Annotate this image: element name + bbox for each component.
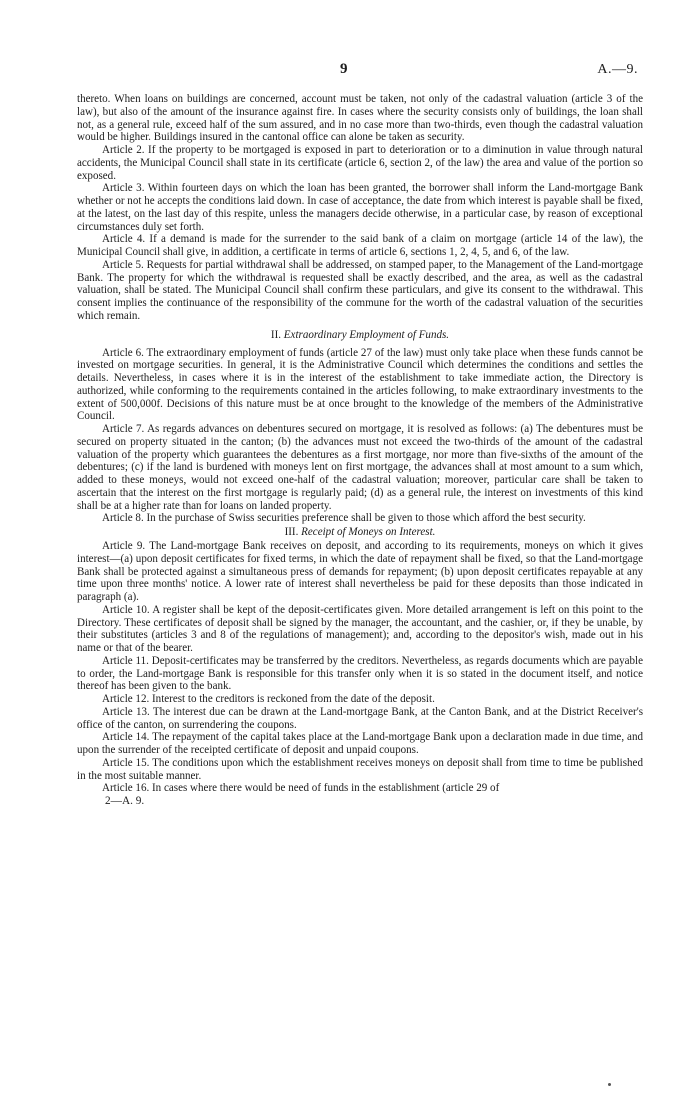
document-reference: A.—9. <box>597 62 638 77</box>
page-header <box>0 61 700 81</box>
stray-mark <box>608 1083 611 1086</box>
article-10: Article 10. A register shall be kept of the deposit-certificates given. More detailed arrangement is left on this point to the Directory. These certificates of deposit shall be signed by the manager, the accountant, and the cashier, or, if they be unable, by their substitutes (articles 3 and 8 of the regulations of management); and, according to the depositor's wish, made out in his name or that of the bearer. <box>77 603 643 654</box>
article-5: Article 5. Requests for partial withdrawal shall be addressed, on stamped paper, to the Management of the Land-mortgage Bank. The property for which the withdrawal is requested shall be exactly described, and the area, as well as the cadastral valuation, shall be stated. The Municipal Council shall confirm these particulars, and give its consent to the withdrawal. This consent implies the continuance of the responsibility of the commune for the worth of the cadastral valuation of the securities which remain. <box>77 258 643 322</box>
article-2: Article 2. If the property to be mortgaged is exposed in part to deterioration or to a diminution in value through natural accidents, the Municipal Council shall state in its certificate (article 6, section 2, of the law) the area and value of the portion so exposed. <box>77 144 643 182</box>
article-13: Article 13. The interest due can be drawn at the Land-mortgage Bank, at the Canton Bank, and at the District Receiver's office of the canton, on surrendering the coupons. <box>77 705 643 731</box>
article-3: Article 3. Within fourteen days on which the loan has been granted, the borrower shall inform the Land-mortgage Bank whether or not he accepts the conditions laid down. In case of acceptance, the date from which interest is payable shall be fixed, at the latest, on the last day of this respite, unless the managers decide otherwise, in a particular case, by reason of exceptional circumstances duly set forth. <box>77 182 643 233</box>
article-8: Article 8. In the purchase of Swiss securities preference shall be given to those which afford the best security. <box>102 512 586 525</box>
article-12: Article 12. Interest to the creditors is reckoned from the date of the deposit. <box>102 693 435 705</box>
article-4: Article 4. If a demand is made for the surrender to the said bank of a claim on mortgage (article 14 of the law), the Municipal Council shall give, in addition, a certificate in terms of article 6, sections 1, 2, 4, 5, and 6, of the law. <box>77 233 643 258</box>
section-number: II. <box>270 328 282 341</box>
article-14: Article 14. The repayment of the capital takes place at the Land-mortgage Bank upon a declaration made in due time, and upon the surrender of the receipted certificate of deposit and unpaid coupons. <box>77 731 643 756</box>
section-heading-3 <box>77 526 643 539</box>
signature-mark: 2—A. 9. <box>105 795 145 807</box>
article-6: Article 6. The extraordinary employment of funds (article 27 of the law) must only take place when these funds cannot be invested on mortgage securities. In general, it is the Administrative Council which determines the conditions and settles the details. Nevertheless, in cases where it is in the interest of the establishment to take immediate action, the Directory is authorized, while conforming to the requirements contained in the articles following, to make extraordinary investments to the extent of 500,000f. Decisions of this nature must be at once brought to the knowledge of the members of the Administrative Council. <box>77 346 643 423</box>
article-16: Article 16. In cases where there would be need of funds in the establishment (article 29 of <box>102 782 500 795</box>
article-11: Article 11. Deposit-certificates may be transferred by the creditors. Nevertheless, as regards documents which are payable to order, the Land-mortgage Bank is responsible for this transfer only when it is so stated in the document itself, and notice thereof has been given to the bank. <box>77 654 643 693</box>
section-heading-2 <box>77 329 643 342</box>
article-15: Article 15. The conditions upon which the establishment receives moneys on deposit shall from time to time be published in the most suitable manner. <box>77 756 643 782</box>
section-title: Extraordinary Employment of Funds. <box>283 328 450 341</box>
section-number: III. <box>284 526 299 538</box>
page-number: 9 <box>340 61 348 77</box>
article-9: Article 9. The Land-mortgage Bank receives on deposit, and according to its requirements, moneys on which it gives interest—(a) upon deposit certificates for fixed terms, in which the date of repayment shall be fixed, so that the Land-mortgage Bank shall be protected against a simultaneous press of demands for repayment; (b) upon deposit certificates repayable at any time upon three months' notice. A lower rate of interest shall nevertheless be paid for these deposits than those indicated in paragraph (a). <box>77 540 643 603</box>
section-title: Receipt of Moneys on Interest. <box>301 526 436 538</box>
paragraph-continuation: thereto. When loans on buildings are concerned, account must be taken, not only of the cadastral valuation (article 3 of the law), but also of the amount of the insurance against fire. In cases where the security consists only of buildings, the loan shall not, as a general rule, exceed half of the sum assured, and in no case more than two-thirds, even though the cadastral valuation would be higher. Buildings insured in the cantonal office can alone be taken as security. <box>77 93 643 144</box>
article-7: Article 7. As regards advances on debentures secured on mortgage, it is resolved as follows: (a) The debentures must be secured on property situated in the canton; (b) the advances must not exceed the two-thirds of the amount of the cadastral valuation of the property which guarantees the debentures as a first mortgage, nor more than five-sixths of the amount of the debentures; (c) if the land is burdened with moneys lent on first mortgage, the advances shall at most amount to a sum which, added to these moneys, would not exceed one-half of the cadastral valuation; moreover, particular care shall be taken to ascertain that the interest on the first mortgage is regularly paid; (d) as a general rule, the interest on investments of this kind shall be at a higher rate than for loans on landed property. <box>77 423 643 512</box>
body-text <box>77 93 643 808</box>
